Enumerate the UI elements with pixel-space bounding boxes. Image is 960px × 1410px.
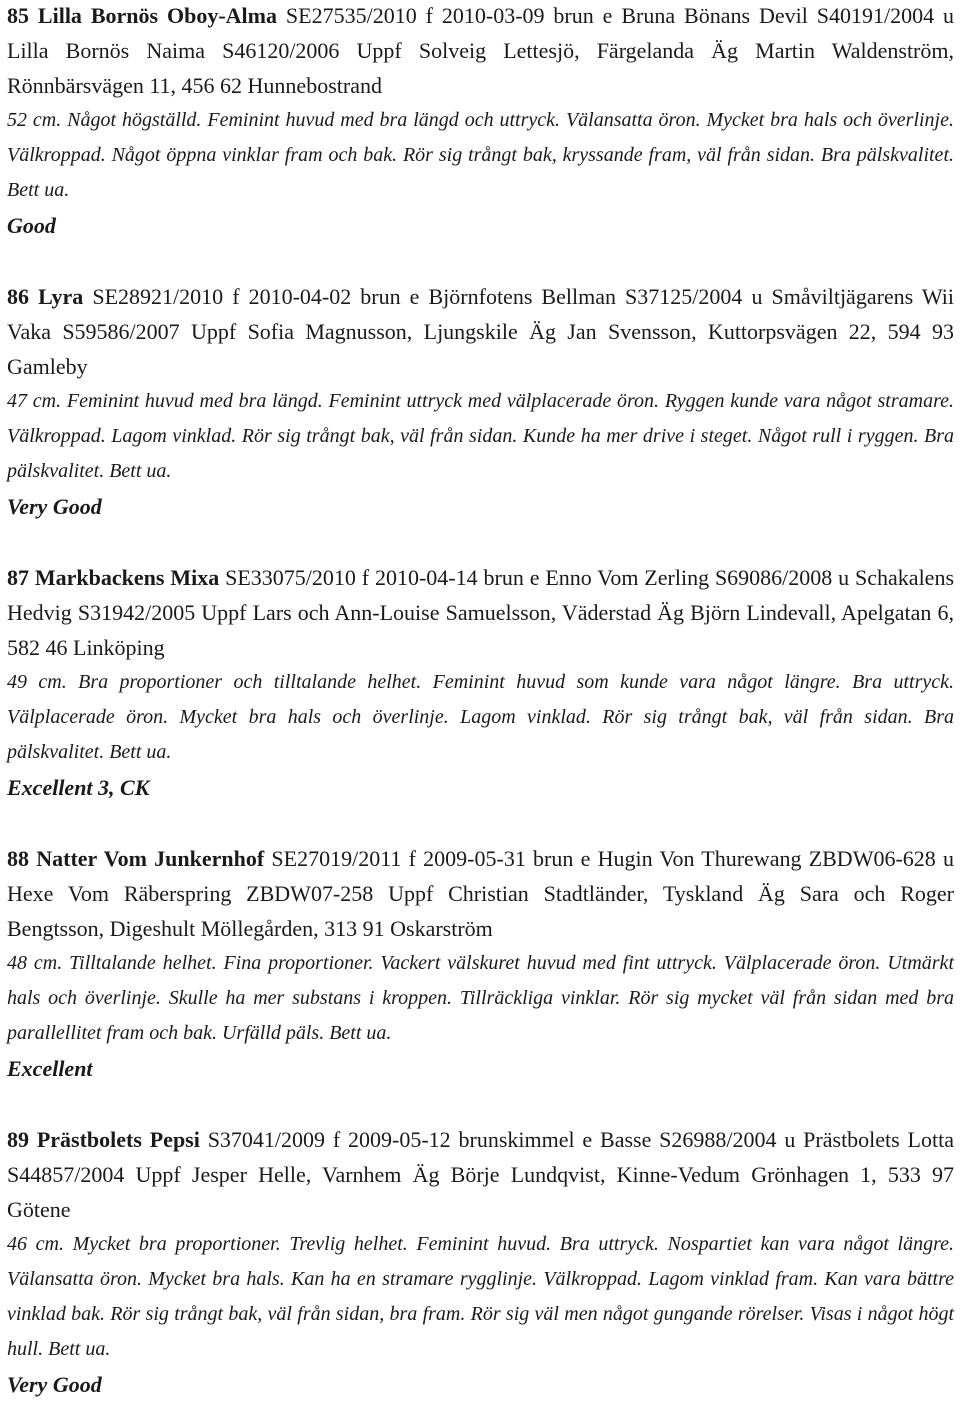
dog-name: Lilla Bornös Oboy-Alma: [37, 3, 277, 28]
grade: Very Good: [7, 1372, 102, 1397]
grade: Very Good: [7, 494, 102, 519]
entry-number: 88: [7, 846, 29, 871]
entry-header: [7, 560, 954, 665]
entry-number: 86: [7, 284, 29, 309]
registration-details: SE33075/2010 f 2010-04-14 brun e Enno Vom Zerling S69086/2008 u Schakalens Hedvig S31942/2005 Uppf Lars och Ann-Louise Samuelsson, Väderstad Äg Björn Lindevall, Apelgatan 6, 582 46 Linköping: [7, 565, 955, 660]
entry-number: 85: [7, 3, 29, 28]
dog-entry-86: [7, 279, 954, 524]
grade: Good: [7, 213, 56, 238]
dog-name: Lyra: [38, 284, 84, 309]
registration-details: SE28921/2010 f 2010-04-02 brun e Björnfotens Bellman S37125/2004 u Småviltjägarens Wii Vaka S59586/2007 Uppf Sofia Magnusson, Ljungskile Äg Jan Svensson, Kuttorpsvägen 22, 594 93 Gamleby: [7, 284, 955, 379]
entry-header: [7, 0, 954, 103]
judge-critique: 46 cm. Mycket bra proportioner. Trevlig helhet. Feminint huvud. Bra uttryck. Nospartiet kan vara något längre. Välansatta öron. Mycket bra hals. Kan ha en stramare rygglinje. Välkroppad. Lagom vinklad fram. Kan vara bättre vinklad bak. Rör sig trångt bak, väl från sidan, bra fram. Rör sig väl men något gungande rörelser. Visas i något högt hull. Bett ua.: [7, 1233, 954, 1360]
entry-number: 89: [7, 1127, 29, 1152]
entry-header: [7, 279, 954, 384]
dog-name: Markbackens Mixa: [34, 565, 220, 590]
judge-critique: 49 cm. Bra proportioner och tilltalande helhet. Feminint huvud som kunde vara något längre. Bra uttryck. Välplacerade öron. Mycket bra hals och överlinje. Lagom vinklad. Rör sig trångt bak, väl från sidan. Bra pälskvalitet. Bett ua.: [7, 671, 954, 763]
entry-header: [7, 1122, 954, 1227]
dog-entry-87: [7, 560, 954, 805]
dog-name: Prästbolets Pepsi: [36, 1127, 200, 1152]
dog-name: Natter Vom Junkernhof: [36, 846, 265, 871]
dog-entry-85: [7, 0, 954, 243]
judge-critique: 52 cm. Något högställd. Feminint huvud med bra längd och uttryck. Välansatta öron. Mycket bra hals och överlinje. Välkroppad. Något öppna vinklar fram och bak. Rör sig trångt bak, kryssande fram, väl från sidan. Bra pälskvalitet. Bett ua.: [7, 109, 954, 201]
registration-details: SE27535/2010 f 2010-03-09 brun e Bruna Bönans Devil S40191/2004 u Lilla Bornös Naima S46120/2006 Uppf Solveig Lettesjö, Färgelanda Äg Martin Waldenström, Rönnbärsvägen 11, 456 62 Hunnebostrand: [7, 3, 954, 98]
registration-details: SE27019/2011 f 2009-05-31 brun e Hugin Von Thurewang ZBDW06-628 u Hexe Vom Räberspring ZBDW07-258 Uppf Christian Stadtländer, Tyskland Äg Sara och Roger Bengtsson, Digeshult Möllegården, 313 91 Oskarström: [7, 846, 955, 941]
dog-entry-89: [7, 1122, 954, 1402]
dog-entry-88: [7, 841, 954, 1086]
judge-critique: 48 cm. Tilltalande helhet. Fina proportioner. Vackert välskuret huvud med fint uttryck. Välplacerade öron. Utmärkt hals och överlinje. Skulle ha mer substans i kroppen. Tillräckliga vinklar. Rör sig mycket väl från sidan med bra parallellitet fram och bak. Urfälld päls. Bett ua.: [7, 952, 954, 1044]
registration-details: S37041/2009 f 2009-05-12 brunskimmel e Basse S26988/2004 u Prästbolets Lotta S44857/2004 Uppf Jesper Helle, Varnhem Äg Börje Lundqvist, Kinne-Vedum Grönhagen 1, 533 97 Götene: [7, 1127, 954, 1222]
grade: Excellent 3, CK: [7, 775, 150, 800]
entry-number: 87: [7, 565, 29, 590]
grade: Excellent: [7, 1056, 93, 1081]
judge-critique: 47 cm. Feminint huvud med bra längd. Feminint uttryck med välplacerade öron. Ryggen kunde vara något stramare. Välkroppad. Lagom vinklad. Rör sig trångt bak, väl från sidan. Kunde ha mer drive i steget. Något rull i ryggen. Bra pälskvalitet. Bett ua.: [7, 390, 954, 482]
entry-header: [7, 841, 954, 946]
